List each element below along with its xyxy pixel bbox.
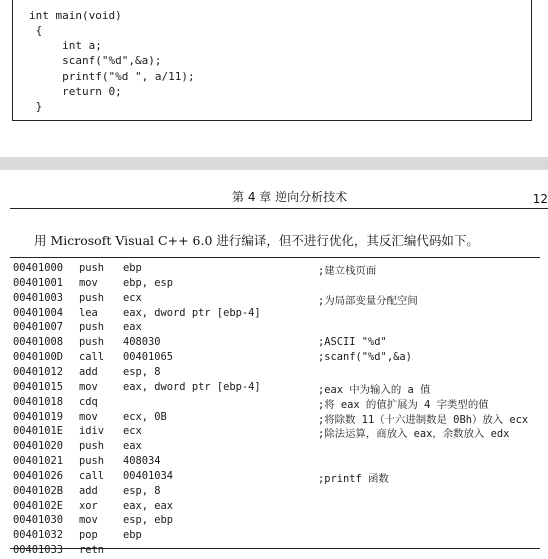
asm-comment: ;将除数 11（十六进制数是 0Bh）放入 ecx xyxy=(318,413,529,426)
asm-opcode: add xyxy=(79,484,98,497)
asm-comment: ;将 eax 的值扩展为 4 字类型的值 xyxy=(318,398,489,411)
asm-opcode: push xyxy=(79,440,105,453)
code-line: printf("%d ", a/11); xyxy=(29,70,195,83)
asm-operands: esp, 8 xyxy=(123,365,161,378)
asm-row xyxy=(10,485,540,500)
asm-address: 00401012 xyxy=(13,365,64,378)
asm-address: 0040102E xyxy=(13,499,64,512)
asm-address: 00401015 xyxy=(13,380,64,393)
asm-row xyxy=(10,440,540,455)
asm-opcode: push xyxy=(79,336,105,349)
asm-row xyxy=(10,500,540,515)
disassembly-listing xyxy=(10,257,540,557)
asm-opcode: mov xyxy=(79,380,98,393)
asm-address: 00401008 xyxy=(13,336,64,349)
asm-opcode: push xyxy=(79,321,105,334)
code-line: } xyxy=(29,100,43,113)
source-code-block xyxy=(12,0,532,121)
asm-row xyxy=(10,381,540,396)
page-gap-band xyxy=(0,157,548,170)
asm-comment: ;printf 函数 xyxy=(318,472,389,485)
asm-address: 00401021 xyxy=(13,455,64,468)
asm-row xyxy=(10,396,540,411)
intro-paragraph: 用 Microsoft Visual C++ 6.0 进行编译，但不进行优化，其反汇编代码如下。 xyxy=(34,233,479,248)
asm-address: 00401019 xyxy=(13,410,64,423)
asm-row xyxy=(10,514,540,529)
asm-opcode: mov xyxy=(79,276,98,289)
code-line: int a; xyxy=(29,39,102,52)
asm-comment: ;为局部变量分配空间 xyxy=(318,294,418,307)
asm-row xyxy=(10,411,540,426)
asm-address: 00401032 xyxy=(13,529,64,542)
asm-address: 00401007 xyxy=(13,321,64,334)
asm-opcode: pop xyxy=(79,529,98,542)
asm-row xyxy=(10,366,540,381)
asm-opcode: mov xyxy=(79,410,98,423)
asm-address: 0040102B xyxy=(13,484,64,497)
asm-row xyxy=(10,529,540,544)
asm-address: 00401033 xyxy=(13,544,64,557)
asm-opcode: call xyxy=(79,351,105,364)
asm-opcode: call xyxy=(79,469,105,482)
asm-row xyxy=(10,262,540,277)
asm-row xyxy=(10,544,540,559)
asm-operands: ebp xyxy=(123,262,142,274)
asm-opcode: push xyxy=(79,262,105,274)
asm-opcode: cdq xyxy=(79,395,98,408)
page-number: 12 xyxy=(532,192,548,206)
asm-operands: 408034 xyxy=(123,455,161,468)
asm-operands: eax, eax xyxy=(123,499,174,512)
chapter-title: 第 4 章 逆向分析技术 xyxy=(232,190,348,204)
asm-comment: ;除法运算，商放入 eax，余数放入 edx xyxy=(318,428,510,441)
asm-operands: eax, dword ptr [ebp-4] xyxy=(123,306,261,319)
asm-row xyxy=(10,470,540,485)
code-line: int main(void) xyxy=(29,9,122,22)
asm-operands: eax, dword ptr [ebp-4] xyxy=(123,380,261,393)
asm-row xyxy=(10,321,540,336)
asm-row xyxy=(10,307,540,322)
asm-opcode: push xyxy=(79,291,105,304)
asm-address: 0040101E xyxy=(13,425,64,438)
asm-row xyxy=(10,455,540,470)
asm-address: 0040100D xyxy=(13,351,64,364)
asm-comment: ;eax 中为输入的 a 值 xyxy=(318,383,431,396)
asm-comment: ;scanf("%d",&a) xyxy=(318,351,412,364)
asm-operands: ecx xyxy=(123,291,142,304)
asm-opcode: xor xyxy=(79,499,98,512)
asm-row xyxy=(10,292,540,307)
asm-operands: esp, ebp xyxy=(123,514,174,527)
asm-operands: eax xyxy=(123,440,142,453)
asm-opcode: retn xyxy=(79,544,105,557)
asm-operands: ecx xyxy=(123,425,142,438)
asm-opcode: mov xyxy=(79,514,98,527)
asm-address: 00401001 xyxy=(13,276,64,289)
asm-address: 00401030 xyxy=(13,514,64,527)
asm-operands: ebp, esp xyxy=(123,276,174,289)
asm-row xyxy=(10,351,540,366)
asm-address: 00401003 xyxy=(13,291,64,304)
asm-operands: ebp xyxy=(123,529,142,542)
asm-row xyxy=(10,277,540,292)
asm-operands: esp, 8 xyxy=(123,484,161,497)
asm-operands: ecx, 0B xyxy=(123,410,167,423)
asm-row xyxy=(10,336,540,351)
code-line: return 0; xyxy=(29,85,122,98)
asm-address: 00401020 xyxy=(13,440,64,453)
code-line: { xyxy=(29,24,43,37)
asm-address: 00401000 xyxy=(13,262,64,274)
asm-comment: ;ASCII "%d" xyxy=(318,336,387,349)
running-header xyxy=(10,188,548,209)
asm-address: 00401026 xyxy=(13,469,64,482)
asm-comment: ;建立栈页面 xyxy=(318,265,377,277)
asm-row xyxy=(10,425,540,440)
asm-operands: eax xyxy=(123,321,142,334)
asm-opcode: add xyxy=(79,365,98,378)
asm-operands: 00401065 xyxy=(123,351,174,364)
asm-opcode: idiv xyxy=(79,425,105,438)
asm-operands: 00401034 xyxy=(123,469,174,482)
code-line: scanf("%d",&a); xyxy=(29,54,162,67)
asm-opcode: push xyxy=(79,455,105,468)
asm-address: 00401004 xyxy=(13,306,64,319)
asm-operands: 408030 xyxy=(123,336,161,349)
asm-address: 00401018 xyxy=(13,395,64,408)
asm-opcode: lea xyxy=(79,306,98,319)
